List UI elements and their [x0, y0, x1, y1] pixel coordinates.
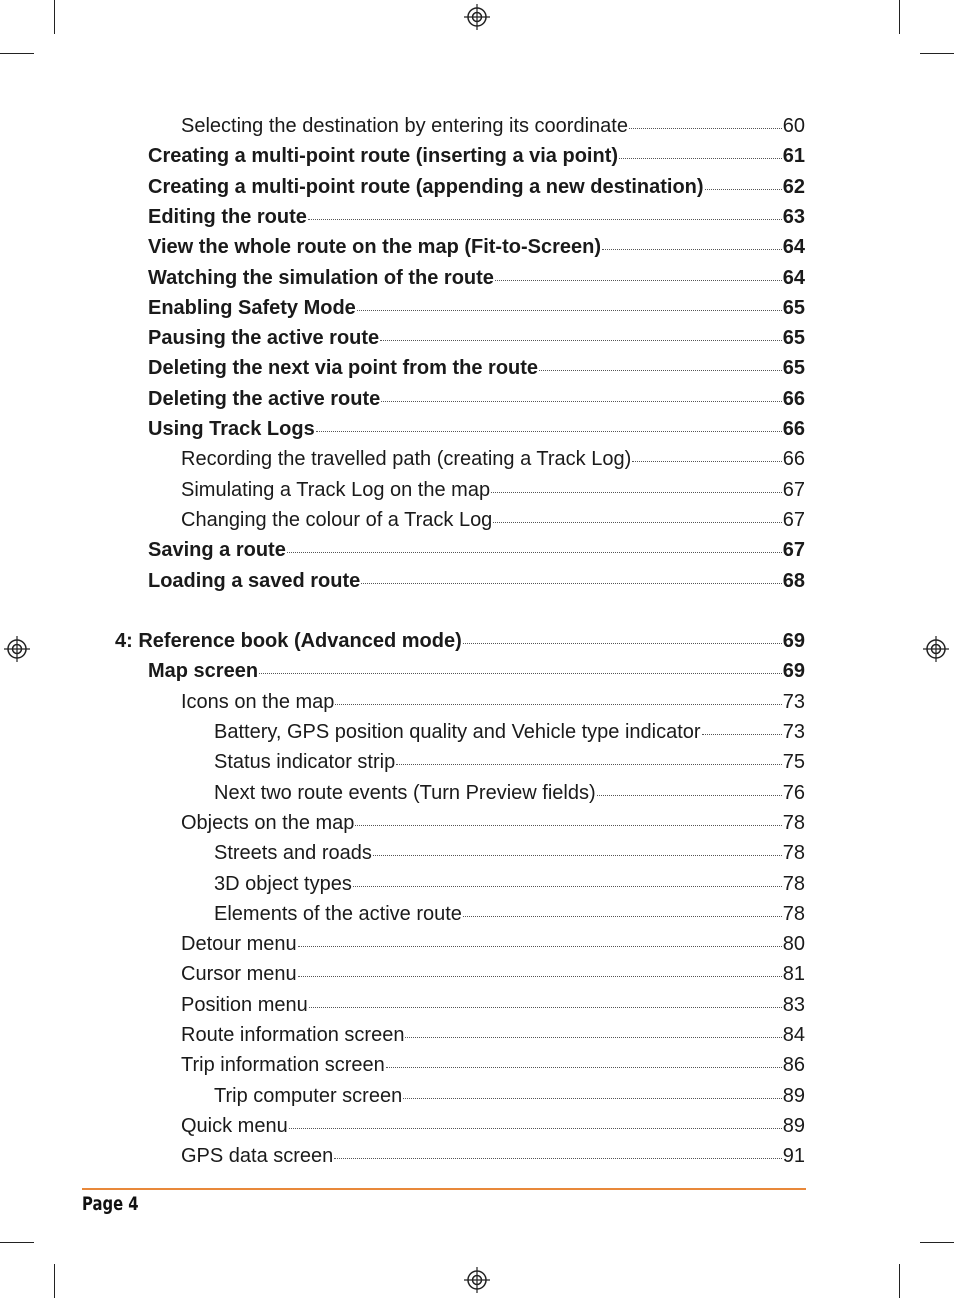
toc-entry-page: 86 — [782, 1054, 805, 1077]
toc-leader-dots — [619, 158, 782, 159]
toc-leader-dots — [493, 522, 781, 523]
toc-entry-title: Route information screen — [181, 1024, 405, 1046]
crop-mark — [899, 0, 900, 34]
toc-entry[interactable] — [148, 174, 805, 200]
toc-entry-page: 78 — [782, 811, 805, 834]
toc-entry-page: 84 — [782, 1024, 805, 1046]
toc-leader-dots — [602, 249, 782, 250]
toc-entry-title: Next two route events (Turn Preview fields) — [214, 781, 596, 804]
toc-leader-dots — [403, 1098, 782, 1099]
toc-entry[interactable] — [148, 265, 805, 291]
toc-entry-title: Selecting the destination by entering its coordinate — [181, 115, 628, 137]
crop-mark — [54, 0, 55, 34]
toc-leader-dots — [287, 552, 782, 553]
toc-entry-title: Creating a multi-point route (appending a new destination) — [148, 175, 704, 198]
toc-entry-title: Trip computer screen — [214, 1084, 403, 1107]
toc-entry-page: 69 — [782, 660, 805, 683]
toc-entry[interactable] — [148, 416, 805, 442]
toc-entry[interactable] — [148, 386, 805, 412]
toc-leader-dots — [702, 734, 782, 735]
toc-entry-page: 91 — [782, 1145, 805, 1168]
toc-leader-dots — [355, 825, 781, 826]
toc-entry[interactable] — [148, 234, 805, 260]
toc-entry-title: 4: Reference book (Advanced mode) — [115, 630, 462, 653]
toc-entry-page: 68 — [782, 569, 805, 592]
toc-entry-title: View the whole route on the map (Fit-to-Screen) — [148, 236, 601, 259]
toc-entry[interactable] — [148, 537, 805, 563]
toc-entry-page: 66 — [782, 448, 805, 471]
toc-entry-page: 78 — [782, 902, 805, 925]
toc-entry-page: 65 — [782, 296, 805, 319]
toc-entry[interactable] — [181, 1143, 805, 1169]
toc-leader-dots — [316, 431, 782, 432]
toc-entry-page: 62 — [782, 175, 805, 198]
registration-mark-icon — [464, 4, 490, 30]
toc-entry-title: Saving a route — [148, 539, 286, 562]
toc-entry[interactable] — [148, 568, 805, 594]
registration-mark-icon — [923, 636, 949, 662]
toc-entry-title: Creating a multi-point route (inserting a via point) — [148, 145, 619, 168]
toc-leader-dots — [259, 673, 782, 674]
toc-entry[interactable] — [148, 355, 805, 381]
toc-leader-dots — [495, 280, 782, 281]
toc-entry-page: 69 — [782, 630, 805, 653]
toc-entry-title: Watching the simulation of the route — [148, 266, 494, 289]
toc-entry[interactable] — [214, 719, 805, 745]
toc-entry-title: Using Track Logs — [148, 418, 315, 440]
toc-entry-title: Loading a saved route — [148, 569, 361, 592]
toc-entry-page: 67 — [782, 478, 805, 501]
toc-leader-dots — [308, 219, 782, 220]
toc-entry[interactable] — [181, 931, 805, 957]
toc-leader-dots — [380, 340, 782, 341]
toc-entry-page: 64 — [782, 266, 805, 289]
toc-entry[interactable] — [214, 1083, 805, 1109]
crop-mark — [0, 1242, 34, 1243]
toc-entry-title: 3D object types — [214, 872, 352, 895]
toc-entry[interactable] — [214, 840, 805, 866]
toc-entry[interactable] — [115, 628, 805, 654]
toc-leader-dots — [298, 946, 782, 947]
toc-entry[interactable] — [181, 1113, 805, 1139]
toc-leader-dots — [705, 189, 782, 190]
toc-entry-page: 76 — [782, 781, 805, 804]
toc-entry-title: Pausing the active route — [148, 327, 380, 350]
crop-mark — [54, 1264, 55, 1298]
toc-entry-title: Status indicator strip — [214, 751, 396, 774]
registration-mark-icon — [4, 636, 30, 662]
toc-entry-title: Streets and roads — [214, 842, 372, 865]
page-number: Page 4 — [82, 1193, 139, 1215]
toc-leader-dots — [334, 1158, 781, 1159]
toc-entry-page: 89 — [782, 1084, 805, 1107]
toc-entry-page: 80 — [782, 933, 805, 956]
toc-entry[interactable] — [181, 477, 805, 503]
toc-leader-dots — [491, 492, 782, 493]
toc-entry-page: 66 — [782, 418, 805, 440]
toc-entry[interactable] — [181, 992, 805, 1018]
toc-leader-dots — [381, 401, 781, 402]
toc-leader-dots — [289, 1128, 782, 1129]
toc-entry[interactable] — [181, 810, 805, 836]
toc-leader-dots — [597, 795, 782, 796]
toc-entry-title: Enabling Safety Mode — [148, 296, 356, 319]
toc-entry[interactable] — [148, 295, 805, 321]
toc-leader-dots — [629, 128, 782, 129]
toc-entry-page: 75 — [782, 751, 805, 774]
toc-entry-page: 65 — [782, 357, 805, 380]
toc-entry-title: Cursor menu — [181, 963, 297, 986]
toc-leader-dots — [539, 370, 782, 371]
toc-leader-dots — [353, 886, 782, 887]
toc-entry-page: 78 — [782, 872, 805, 895]
toc-leader-dots — [463, 643, 782, 644]
toc-entry-title: Quick menu — [181, 1114, 288, 1137]
toc-entry-page: 63 — [782, 205, 805, 228]
toc-leader-dots — [463, 916, 782, 917]
toc-entry[interactable] — [214, 780, 805, 806]
toc-leader-dots — [373, 855, 782, 856]
toc-entry[interactable] — [148, 325, 805, 351]
toc-leader-dots — [309, 1007, 782, 1008]
toc-entry-title: GPS data screen — [181, 1145, 334, 1168]
toc-entry-title: Changing the colour of a Track Log — [181, 508, 493, 531]
toc-entry-title: Trip information screen — [181, 1054, 385, 1077]
toc-entry[interactable] — [148, 204, 805, 230]
toc-leader-dots — [361, 583, 781, 584]
toc-entry-page: 60 — [782, 115, 805, 137]
crop-mark — [899, 1264, 900, 1298]
toc-entry[interactable] — [148, 143, 805, 169]
toc-entry[interactable] — [181, 961, 805, 987]
toc-leader-dots — [335, 704, 781, 705]
toc-entry[interactable] — [181, 113, 805, 139]
toc-entry-page: 73 — [782, 690, 805, 713]
toc-leader-dots — [396, 764, 782, 765]
toc-leader-dots — [386, 1067, 782, 1068]
toc-entry-title: Objects on the map — [181, 811, 355, 834]
toc-leader-dots — [632, 461, 782, 462]
toc-entry[interactable] — [214, 749, 805, 775]
crop-mark — [920, 1242, 954, 1243]
toc-entry-page: 65 — [782, 327, 805, 350]
toc-leader-dots — [357, 310, 782, 311]
crop-mark — [0, 53, 34, 54]
toc-entry-page: 73 — [782, 721, 805, 743]
footer-rule — [82, 1188, 806, 1190]
toc-entry-page: 67 — [782, 539, 805, 562]
toc-entry-page: 83 — [782, 993, 805, 1016]
toc-entry[interactable] — [181, 507, 805, 533]
toc-entry-title: Elements of the active route — [214, 902, 462, 925]
toc-entry-page: 64 — [782, 236, 805, 259]
toc-entry-title: Recording the travelled path (creating a Track Log) — [181, 448, 632, 471]
toc-entry-page: 67 — [782, 508, 805, 531]
toc-entry-title: Deleting the next via point from the route — [148, 357, 539, 380]
toc-entry-title: Editing the route — [148, 205, 307, 228]
toc-entry[interactable] — [181, 1052, 805, 1078]
toc-entry-page: 61 — [782, 145, 805, 168]
toc-entry-page: 81 — [782, 963, 805, 986]
registration-mark-icon — [464, 1267, 490, 1293]
toc-entry-title: Position menu — [181, 993, 308, 1016]
toc-entry[interactable] — [181, 689, 805, 715]
toc-entry-page: 89 — [782, 1114, 805, 1137]
toc-entry[interactable] — [181, 1022, 805, 1048]
toc-entry-title: Deleting the active route — [148, 387, 381, 410]
toc-entry-page: 78 — [782, 842, 805, 865]
toc-entry-title: Battery, GPS position quality and Vehicle type indicator — [214, 721, 701, 743]
toc-entry[interactable] — [181, 446, 805, 472]
toc-entry[interactable] — [214, 871, 805, 897]
toc-entry-title: Map screen — [148, 660, 259, 683]
toc-leader-dots — [405, 1037, 781, 1038]
toc-entry-title: Detour menu — [181, 933, 297, 956]
toc-entry-title: Simulating a Track Log on the map — [181, 478, 491, 501]
toc-leader-dots — [298, 976, 782, 977]
crop-mark — [920, 53, 954, 54]
toc-entry-page: 66 — [782, 387, 805, 410]
toc-entry[interactable] — [214, 901, 805, 927]
toc-entry-title: Icons on the map — [181, 690, 335, 713]
toc-entry[interactable] — [148, 658, 805, 684]
